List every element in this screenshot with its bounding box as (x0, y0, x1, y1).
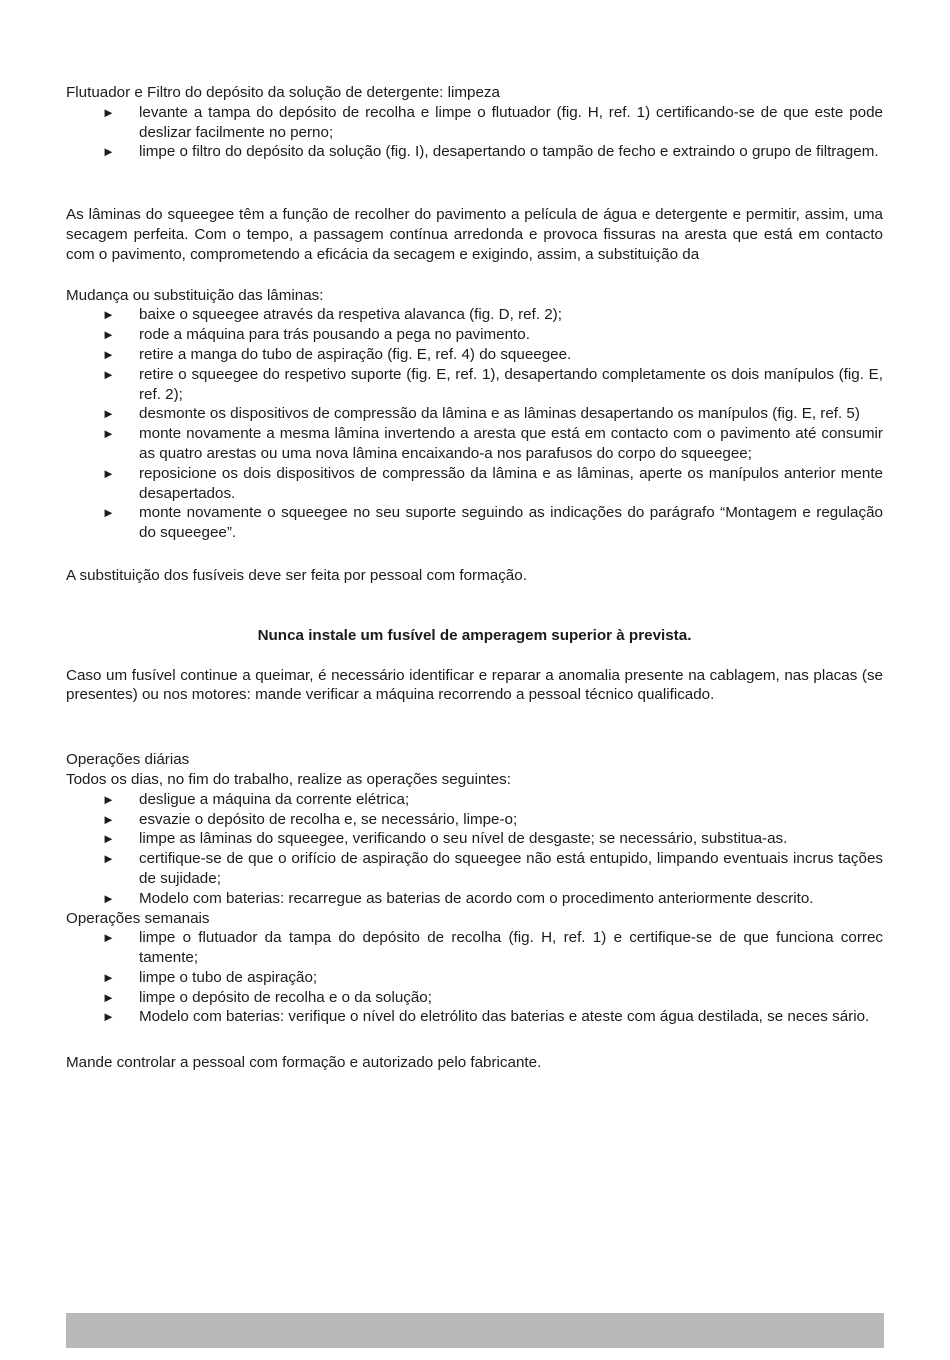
list-item (66, 988, 883, 1008)
list-item-text: levante a tampa do depósito de recolha e limpe o flutuador (fig. H, ref. 1) certificando-se de que este pode deslizar facilmente no perno; (139, 103, 883, 141)
list-item (66, 404, 883, 424)
list-item (66, 503, 883, 543)
list-item (66, 889, 883, 909)
bullet-arrow-icon: ► (102, 851, 115, 867)
list-item (66, 325, 883, 345)
list-item (66, 849, 883, 889)
list-item (66, 365, 883, 405)
closing-text: Mande controlar a pessoal com formação e autorizado pelo fabricante. (66, 1054, 542, 1072)
bullet-arrow-icon: ► (102, 144, 115, 160)
weekly-title: Operações semanais (66, 909, 210, 927)
list-item-text: limpe o filtro do depósito da solução (fig. I), desapertando o tampão de fecho e extraindo o grupo de filtragem. (139, 143, 879, 161)
bullet-arrow-icon: ► (102, 465, 115, 481)
blades-list (66, 305, 883, 543)
list-item (66, 790, 883, 810)
footer-bar (66, 1313, 884, 1348)
list-item-text: retire a manga do tubo de aspiração (fig. E, ref. 4) do squeegee. (139, 345, 572, 363)
list-item-text: esvazie o depósito de recolha e, se necessário, limpe-o; (139, 810, 518, 828)
float-filter-list (66, 103, 883, 162)
list-item-text: certifique-se de que o orifício de aspiração do squeegee não está entupido, limpando eventuais incrus tações de sujidade; (139, 850, 883, 887)
bullet-arrow-icon: ► (102, 346, 115, 362)
daily-list (66, 790, 883, 909)
bullet-arrow-icon: ► (102, 969, 115, 985)
bullet-arrow-icon: ► (102, 366, 115, 382)
float-filter-title: Flutuador e Filtro do depósito da solução de detergente: limpeza (66, 84, 500, 101)
blades-title: Mudança ou substituição das lâminas: (66, 286, 324, 304)
fuse-text: A substituição dos fusíveis deve ser feita por pessoal com formação. (66, 566, 527, 584)
bullet-arrow-icon: ► (102, 831, 115, 847)
list-item-text: limpe o flutuador da tampa do depósito de recolha (fig. H, ref. 1) e certifique-se de que funciona correc tamente; (139, 929, 883, 967)
list-item-text: monte novamente o squeegee no seu suporte seguindo as indicações do parágrafo “Montagem e regulação do squeegee”. (139, 504, 883, 542)
daily-intro: Todos os dias, no fim do trabalho, realize as operações seguintes: (66, 770, 511, 788)
bullet-arrow-icon: ► (102, 791, 115, 807)
list-item-text: limpe o depósito de recolha e o da solução; (139, 988, 432, 1006)
squeegee-paragraph: As lâminas do squeegee têm a função de recolher do pavimento a película de água e detergente e permitir, assim, uma secagem perfeita. Com o tempo, a passagem contínua arredonda e provoca fissuras na aresta que está em contacto com o pavimento, comprometendo a eficácia da secagem e exigindo, assim, a substituição da (66, 206, 883, 263)
bullet-arrow-icon: ► (102, 890, 115, 906)
list-item (66, 968, 883, 988)
list-item-text: retire o squeegee do respetivo suporte (fig. E, ref. 1), desapertando completamente os dois manípulos (fig. E, ref. 2); (139, 365, 883, 403)
bullet-arrow-icon: ► (102, 1009, 115, 1025)
list-item-text: rode a máquina para trás pousando a pega no pavimento. (139, 326, 530, 344)
bullet-arrow-icon: ► (102, 327, 115, 343)
list-item-text: reposicione os dois dispositivos de compressão da lâmina e as lâminas, aperte os manípulos anterior mente desapertados. (139, 464, 883, 502)
list-item-text: baixe o squeegee através da respetiva alavanca (fig. D, ref. 2); (139, 306, 562, 324)
list-item (66, 1007, 883, 1027)
list-item-text: desligue a máquina da corrente elétrica; (139, 790, 410, 808)
fuse-warning: Nunca instale um fusível de amperagem superior à prevista. (257, 626, 692, 644)
fuse-paragraph: Caso um fusível continue a queimar, é necessário identificar e reparar a anomalia presente na cablagem, nas placas (se presentes) ou nos motores: mande verificar a máquina recorrendo a pessoal técnico qualificado. (66, 666, 883, 704)
bullet-arrow-icon: ► (102, 426, 115, 442)
list-item-text: Modelo com baterias: recarregue as baterias de acordo com o procedimento anteriormente descrito. (139, 889, 814, 907)
list-item-text: limpe as lâminas do squeegee, verificando o seu nível de desgaste; se necessário, substitua-as. (139, 830, 788, 848)
bullet-arrow-icon: ► (102, 104, 115, 120)
list-item-text: desmonte os dispositivos de compressão da lâmina e as lâminas desapertando os manípulos (fig. E, ref. 5) (139, 405, 860, 423)
bullet-arrow-icon: ► (102, 811, 115, 827)
document-body (66, 83, 883, 1073)
list-item (66, 103, 883, 143)
list-item (66, 464, 883, 504)
list-item (66, 424, 883, 464)
list-item (66, 810, 883, 830)
list-item-text: Modelo com baterias: verifique o nível do eletrólito das baterias e ateste com água destilada, se neces sário. (139, 1008, 870, 1026)
list-item-text: monte novamente a mesma lâmina invertendo a aresta que está em contacto com o pavimento até consumir as quatro arestas ou uma nova lâmina encaixando-a nos parafusos do corpo do squeegee; (139, 425, 883, 462)
bullet-arrow-icon: ► (102, 505, 115, 521)
list-item (66, 829, 883, 849)
bullet-arrow-icon: ► (102, 930, 115, 946)
bullet-arrow-icon: ► (102, 989, 115, 1005)
bullet-arrow-icon: ► (102, 406, 115, 422)
weekly-list (66, 928, 883, 1027)
list-item-text: limpe o tubo de aspiração; (139, 968, 318, 986)
list-item (66, 142, 883, 162)
list-item (66, 345, 883, 365)
bullet-arrow-icon: ► (102, 307, 115, 323)
list-item (66, 305, 883, 325)
list-item (66, 928, 883, 968)
daily-title: Operações diárias (66, 751, 190, 769)
